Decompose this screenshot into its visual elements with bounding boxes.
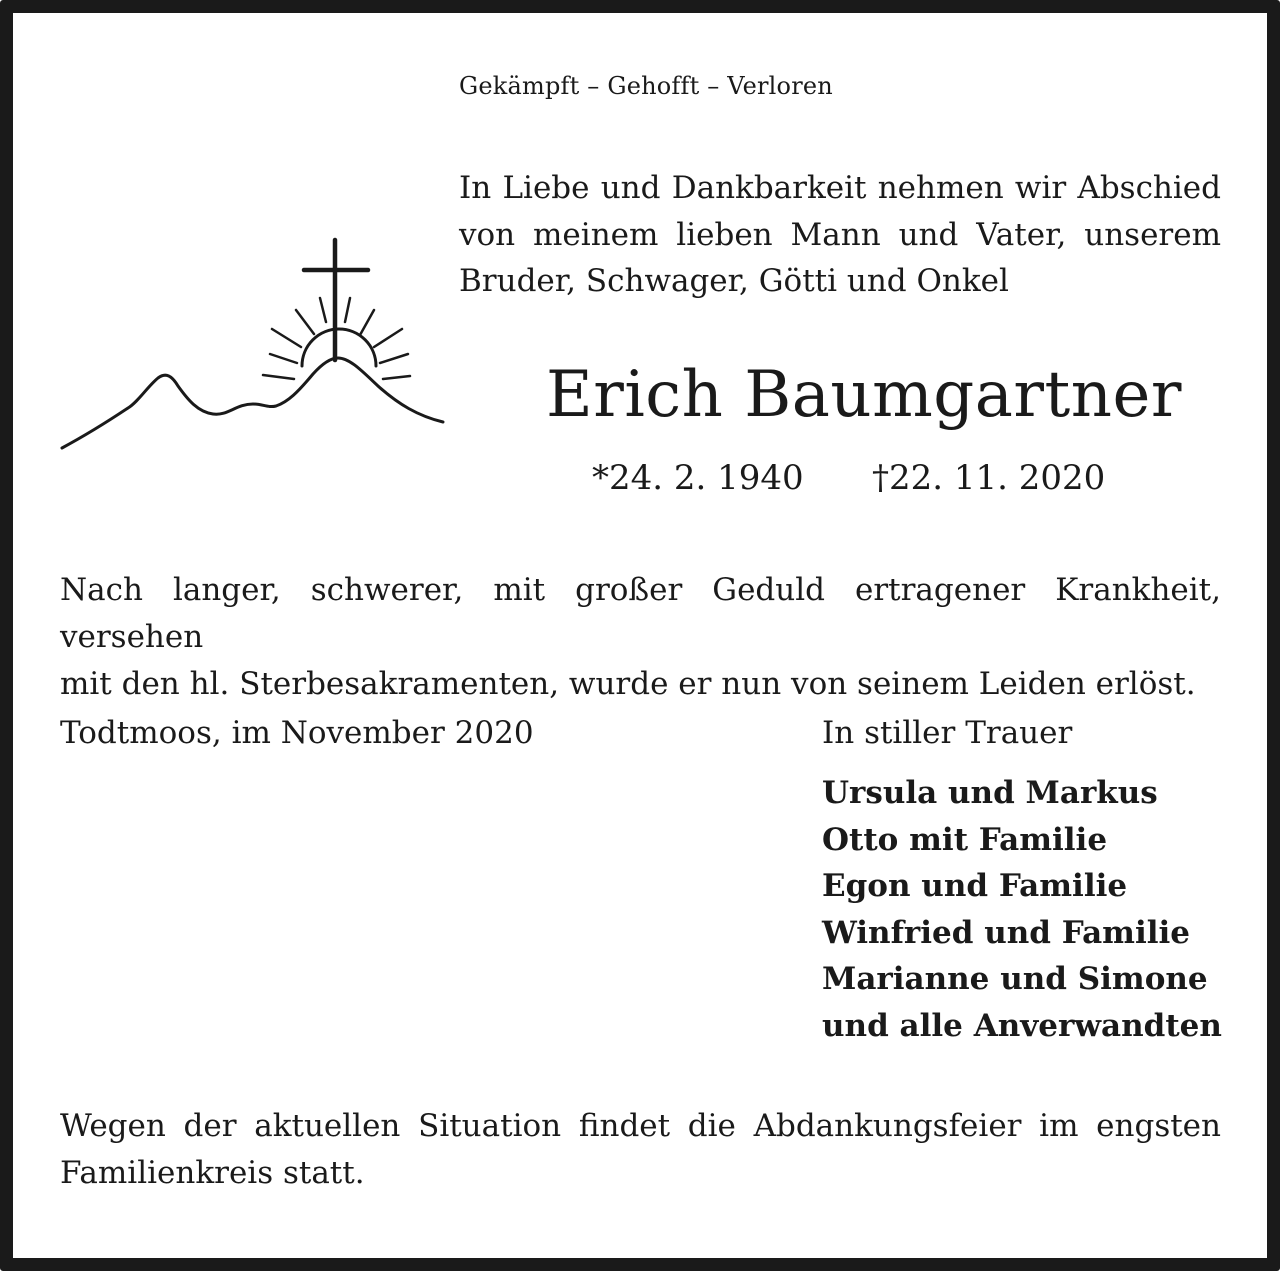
ceremony-notice xyxy=(60,1103,1221,1197)
death-date: †22. 11. 2020 xyxy=(872,458,1106,498)
motto: Gekämpft – Gehofft – Verloren xyxy=(459,72,833,100)
birth-date: *24. 2. 1940 xyxy=(592,458,804,498)
mourner-name: Otto mit Familie xyxy=(822,821,1108,858)
mourning-heading: In stiller Trauer xyxy=(822,715,1073,751)
mourner-name: und alle Anverwandten xyxy=(822,1007,1222,1044)
mourners-list xyxy=(822,770,1222,1049)
notice-line: Familienkreis statt. xyxy=(60,1155,365,1191)
mourner-name: Marianne und Simone xyxy=(822,961,1208,997)
mourner-name: Egon und Familie xyxy=(822,868,1128,904)
deceased-name: Erich Baumgartner xyxy=(546,358,1182,432)
intro-line: In Liebe und Dankbarkeit nehmen wir Abschied xyxy=(459,170,1221,206)
illness-line: Nach langer, schwerer, mit großer Geduld ertragener Krankheit, versehen xyxy=(60,572,1221,655)
illness-line: mit den hl. Sterbesakramenten, wurde er nun von seinem Leiden erlöst. xyxy=(60,666,1196,702)
mourner-name: Winfried und Familie xyxy=(822,914,1191,951)
intro-text xyxy=(459,165,1221,305)
intro-line: Bruder, Schwager, Götti und Onkel xyxy=(459,263,1009,299)
notice-line: Wegen der aktuellen Situation findet die Abdankungsfeier im engsten xyxy=(60,1108,1221,1144)
place-date: Todtmoos, im November 2020 xyxy=(60,715,534,751)
intro-line: von meinem lieben Mann und Vater, unserem xyxy=(459,216,1221,253)
mountain-cross-sunrise-icon xyxy=(58,236,448,456)
illness-text xyxy=(60,567,1221,708)
mourner-name: Ursula und Markus xyxy=(822,775,1158,811)
